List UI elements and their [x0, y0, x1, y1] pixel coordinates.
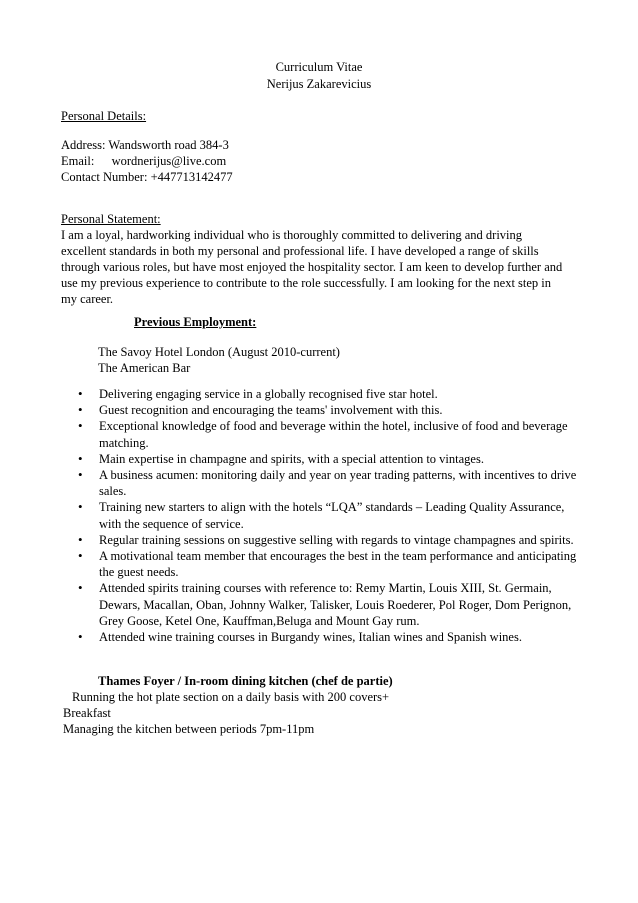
list-item: • Delivering engaging service in a globally recognised five star hotel. [61, 386, 581, 402]
statement-line: use my previous experience to contribute to the role successfully. I am looking for the next step in [61, 276, 552, 290]
email-label: Email: [61, 154, 95, 168]
job2-line-breakfast: Breakfast [63, 706, 111, 720]
job2-line-hot-plate: Running the hot plate section on a daily basis with 200 covers+ [72, 690, 390, 704]
job2-title: Thames Foyer / In-room dining kitchen (chef de partie) [98, 674, 393, 688]
list-item: • Regular training sessions on suggestive selling with regards to vintage champagnes and spirits. [61, 532, 581, 548]
document-title: Curriculum Vitae [275, 60, 363, 74]
address-line: Address: Wandsworth road 384-3 [61, 138, 229, 152]
personal-details-heading: Personal Details: [61, 109, 147, 123]
contact-line: Contact Number: +447713142477 [61, 170, 233, 184]
list-item: • Guest recognition and encouraging the teams' involvement with this. [61, 402, 581, 418]
list-item: • Training new starters to align with the hotels “LQA” standards – Leading Quality Assurance, with the sequence of service. [61, 499, 581, 531]
list-item: • A business acumen: monitoring daily and year on year trading patterns, with incentives to drive sales. [61, 467, 581, 499]
statement-line: excellent standards in both my personal and professional life. I have developed a range of skills [61, 244, 539, 258]
previous-employment-heading: Previous Employment: [134, 315, 257, 329]
statement-line: my career. [61, 292, 114, 306]
job2-line-managing: Managing the kitchen between periods 7pm-11pm [63, 722, 315, 736]
list-item: • Attended spirits training courses with reference to: Remy Martin, Louis XIII, St. Germain, Dewars, Macallan, Oban, Johnny Walker, Talisker, Louis Roederer, Pol Roger, Dom Perignon, Grey Goose, Ketel One, Kauffman,Beluga and Mount Gay rum. [61, 580, 581, 629]
email-value: wordnerijus@live.com [111, 154, 227, 168]
list-item: • Exceptional knowledge of food and beverage within the hotel, inclusive of food and beverage matching. [61, 418, 581, 450]
candidate-name: Nerijus Zakarevicius [266, 77, 372, 91]
statement-line: I am a loyal, hardworking individual who is thoroughly committed to delivering and driving [61, 228, 523, 242]
job1-venue: The American Bar [98, 361, 191, 375]
personal-statement-text [61, 227, 581, 307]
job1-duties-list [61, 386, 581, 645]
list-item: • A motivational team member that encourages the best in the team performance and anticipating the guest needs. [61, 548, 581, 580]
personal-statement-heading: Personal Statement: [61, 212, 161, 226]
list-item: • Main expertise in champagne and spirits, with a special attention to vintages. [61, 451, 581, 467]
job1-employer: The Savoy Hotel London (August 2010-current) [98, 345, 340, 359]
email-line [61, 153, 226, 169]
statement-line: through various roles, but have most enjoyed the hospitality sector. I am keen to develop further and [61, 260, 563, 274]
list-item: • Attended wine training courses in Burgandy wines, Italian wines and Spanish wines. [61, 629, 581, 645]
